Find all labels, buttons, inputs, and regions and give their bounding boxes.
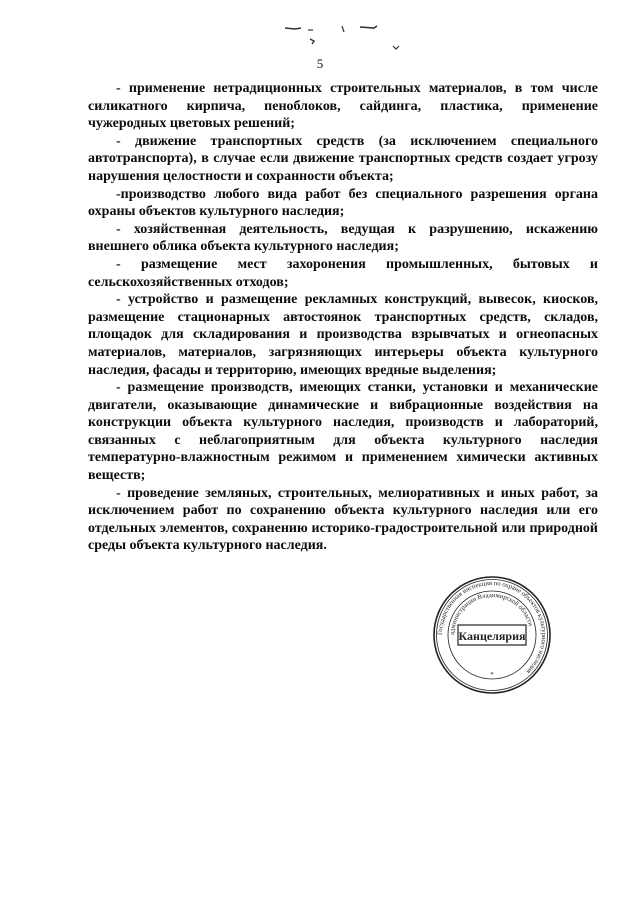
page-number: 5 (316, 56, 324, 71)
stamp-outer-text: Государственная инспекция по охране объектов культурного наследия (436, 579, 548, 675)
scan-artifact-marks (280, 22, 410, 52)
paragraph: - проведение земляных, строительных, мелиоративных и иных работ, за исключением работ по сохранению объекта культурного наследия или его отдельных элементов, сохранению историко-градостроительной или природной среды объекта культурного наследия. (88, 485, 598, 554)
stamp-center-text: Канцелярия (458, 629, 526, 643)
paragraph: - устройство и размещение рекламных конструкций, вывесок, киосков, размещение стационарных автостоянок транспортных средств, складов, площадок для складирования и производства взрывчатых и огнеопасных материалов, материалов, загрязняющих интерьеры объекта культурного наследия, фасады и территорию, имеющих вредные выделения; (88, 292, 598, 378)
paragraph: - размещение производств, имеющих станки, установки и механические двигатели, оказывающие динамические и вибрационные воздействия на конструкции объекта культурного наследия, производств и лабораторий, связанных с неблагоприятным для объекта культурного наследия температурно-влажностным режимом и применением химически активных веществ; (88, 380, 598, 484)
paragraph: - хозяйственная деятельность, ведущая к разрушению, искажению внешнего облика объекта культурного наследия; (88, 221, 598, 255)
paragraph: - применение нетрадиционных строительных материалов, в том числе силикатного кирпича, пеноблоков, сайдинга, пластика, применение чужеродных цветовых решений; (88, 81, 598, 132)
stamp-star-icon: * (490, 671, 494, 679)
body-text (88, 80, 598, 555)
office-stamp (432, 575, 552, 695)
paragraph: - размещение мест захоронения промышленных, бытовых и сельскохозяйственных отходов; (88, 256, 598, 290)
stamp-inner-text: администрации Владимирской области (448, 591, 534, 636)
paragraph: - движение транспортных средств (за исключением специального автотранспорта), в случае если движение транспортных средств создает угрозу нарушения целостности и сохранности объекта; (88, 133, 598, 184)
paragraph: -производство любого вида работ без специального разрешения органа охраны объектов культурного наследия; (88, 186, 598, 220)
